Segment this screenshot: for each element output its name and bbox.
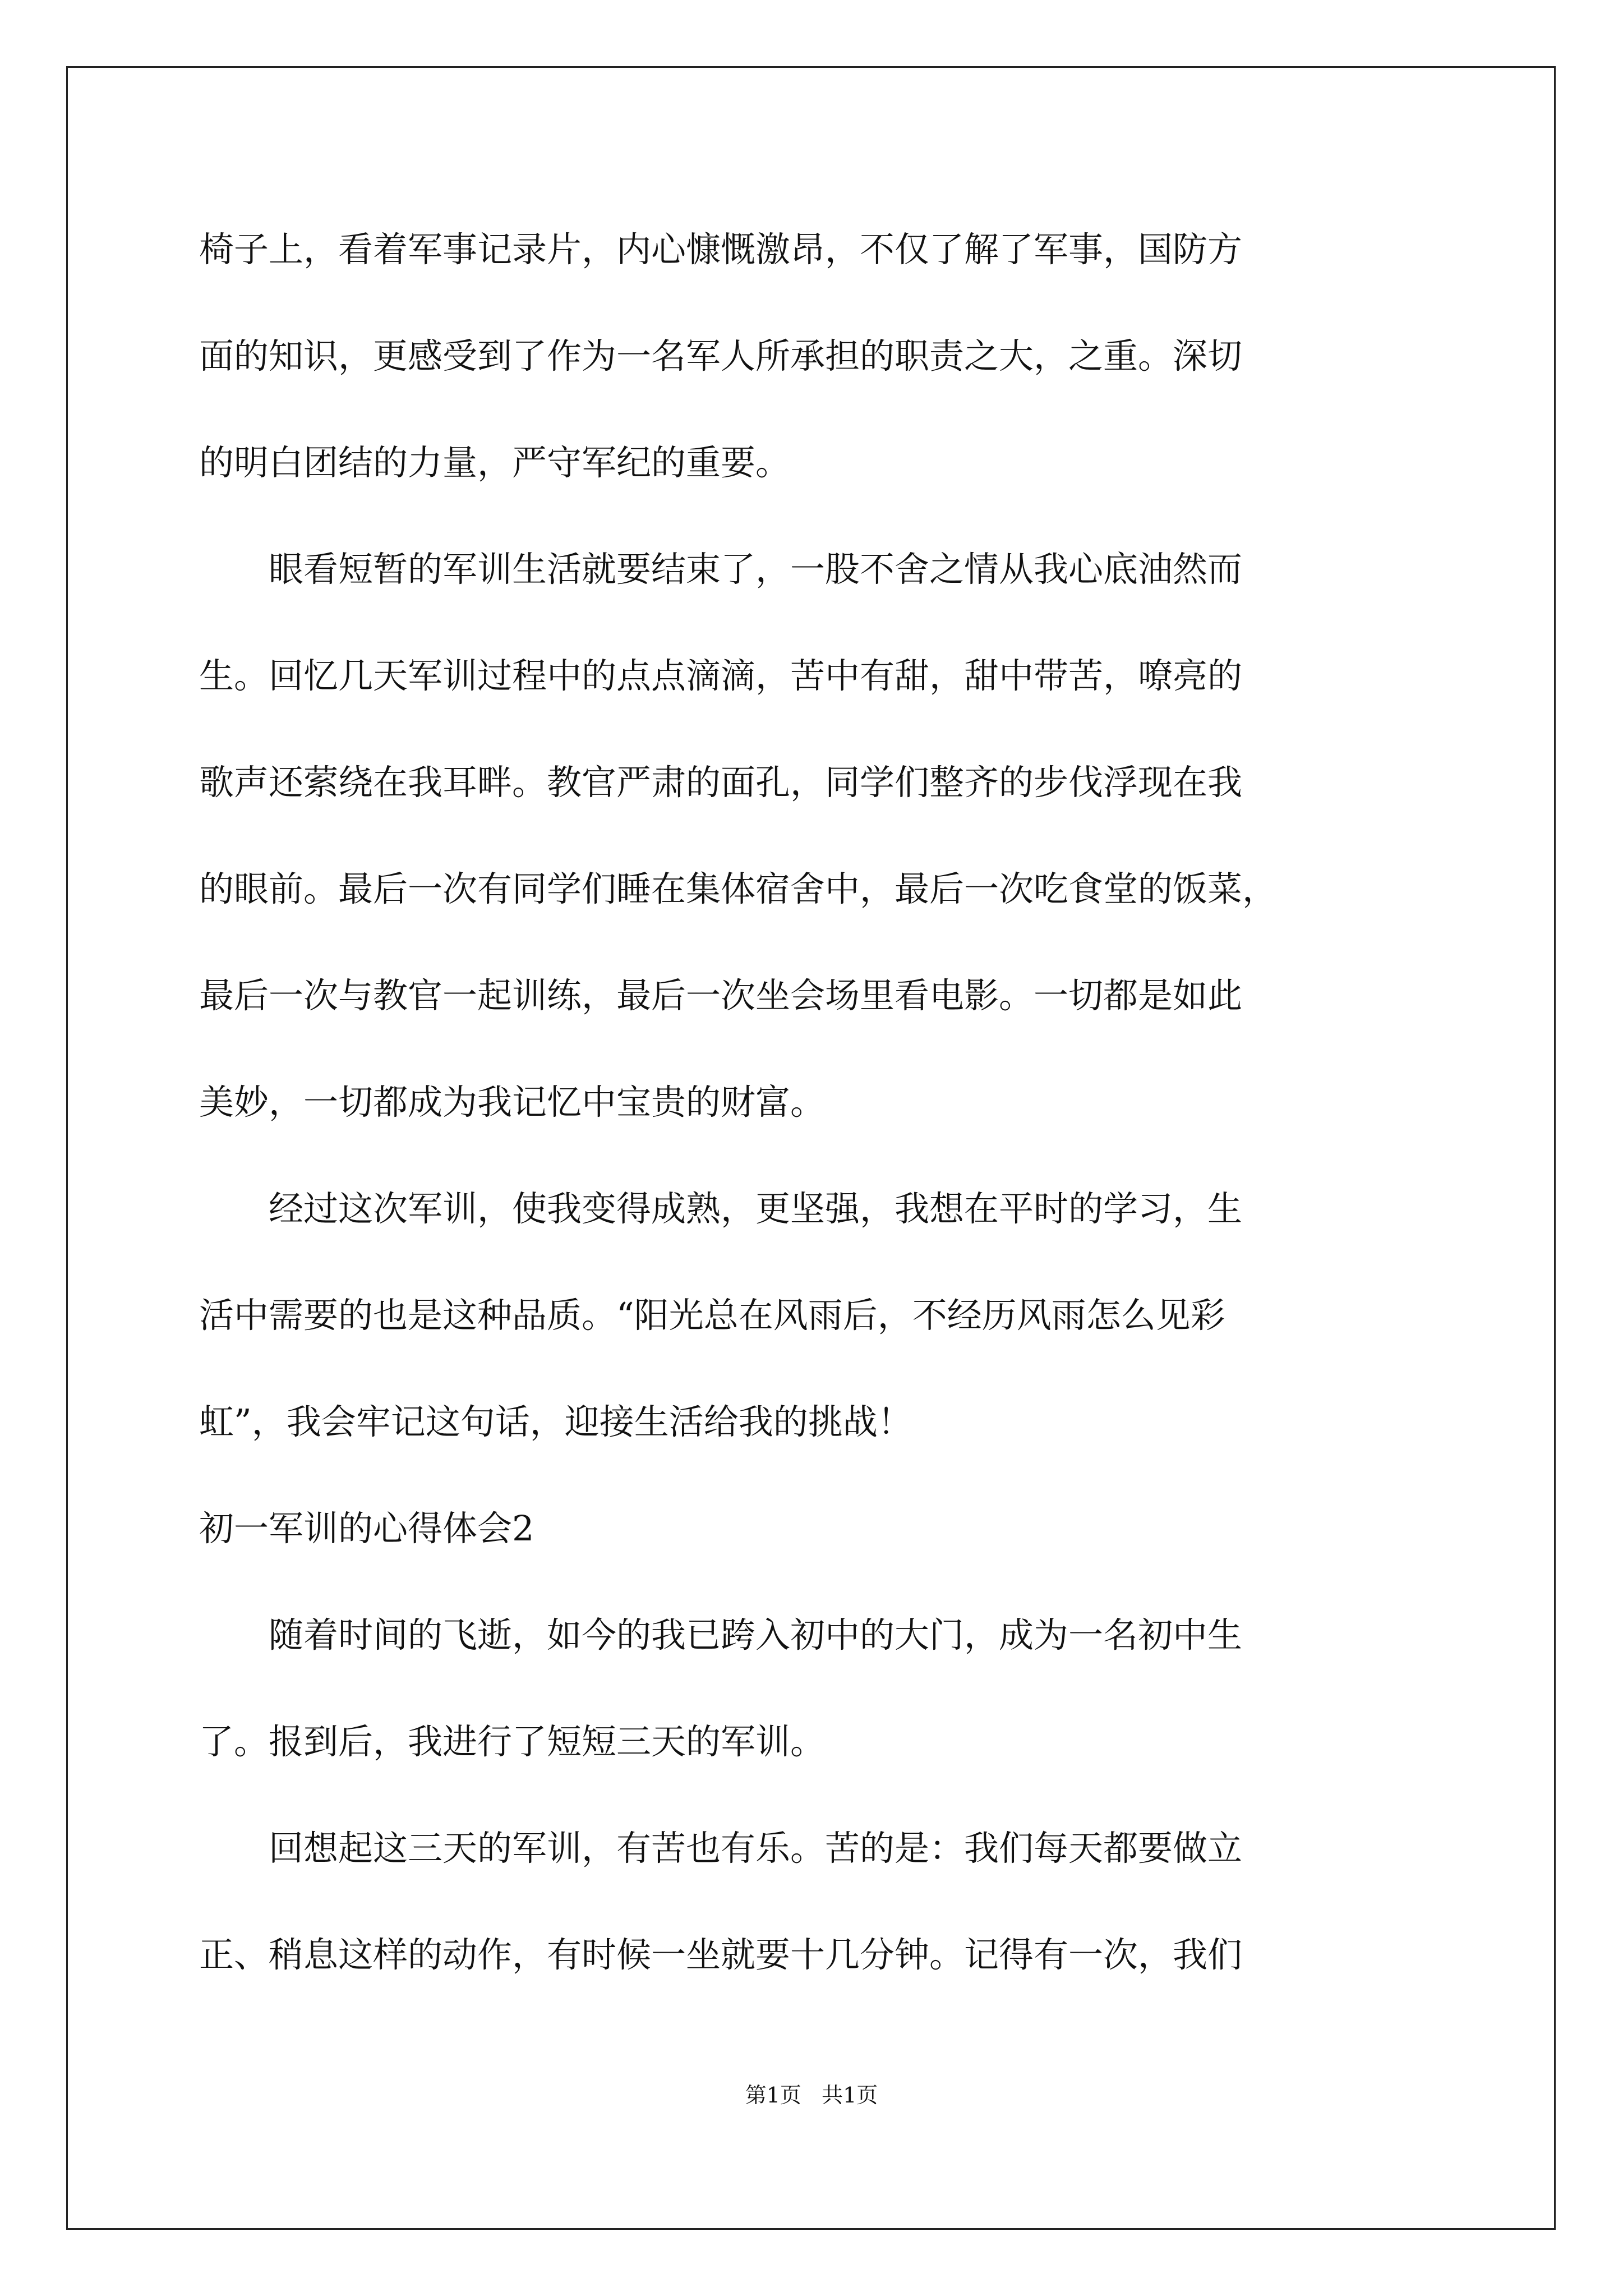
text-line: 美妙，一切都成为我记忆中宝贵的财富。 — [199, 1082, 826, 1122]
text-line: 椅子上，看着军事记录片，内心慷慨激昂，不仅了解了军事，国防方 — [199, 229, 1243, 270]
text-line: 虹”，我会牢记这句话，迎接生活给我的挑战！ — [199, 1401, 912, 1442]
text-line: 的眼前。最后一次有同学们睡在集体宿舍中，最后一次吃食堂的饭菜， — [199, 868, 1278, 909]
text-line: 最后一次与教官一起训练，最后一次坐会场里看电影。一切都是如此 — [199, 975, 1243, 1016]
text-line: 生。回忆几天军训过程中的点点滴滴，苦中有甜，甜中带苦，嘹亮的 — [199, 655, 1243, 696]
text-line: 随着时间的飞逝，如今的我已跨入初中的大门，成为一名初中生 — [199, 1614, 1243, 1655]
page-border — [66, 66, 1556, 2230]
text-line: 面的知识，更感受到了作为一名军人所承担的职责之大，之重。深切 — [199, 335, 1243, 376]
text-line: 正、稍息这样的动作，有时候一坐就要十几分钟。记得有一次，我们 — [199, 1934, 1243, 1975]
text-line: 眼看短暂的军训生活就要结束了，一股不舍之情从我心底油然而 — [199, 549, 1243, 590]
text-line: 了。报到后，我进行了短短三天的军训。 — [199, 1721, 826, 1762]
text-line: 回想起这三天的军训，有苦也有乐。苦的是：我们每天都要做立 — [199, 1828, 1243, 1869]
text-line: 经过这次军训，使我变得成熟，更坚强，我想在平时的学习，生 — [199, 1188, 1243, 1229]
section-heading: 初一军训的心得体会2 — [199, 1508, 534, 1549]
text-line: 活中需要的也是这种品质。“阳光总在风雨后，不经历风雨怎么见彩 — [199, 1295, 1225, 1336]
text-line: 歌声还萦绕在我耳畔。教官严肃的面孔，同学们整齐的步伐浮现在我 — [199, 762, 1243, 803]
page-footer: 第1页 共1页 — [745, 2083, 878, 2108]
text-line: 的明白团结的力量，严守军纪的重要。 — [199, 442, 791, 483]
